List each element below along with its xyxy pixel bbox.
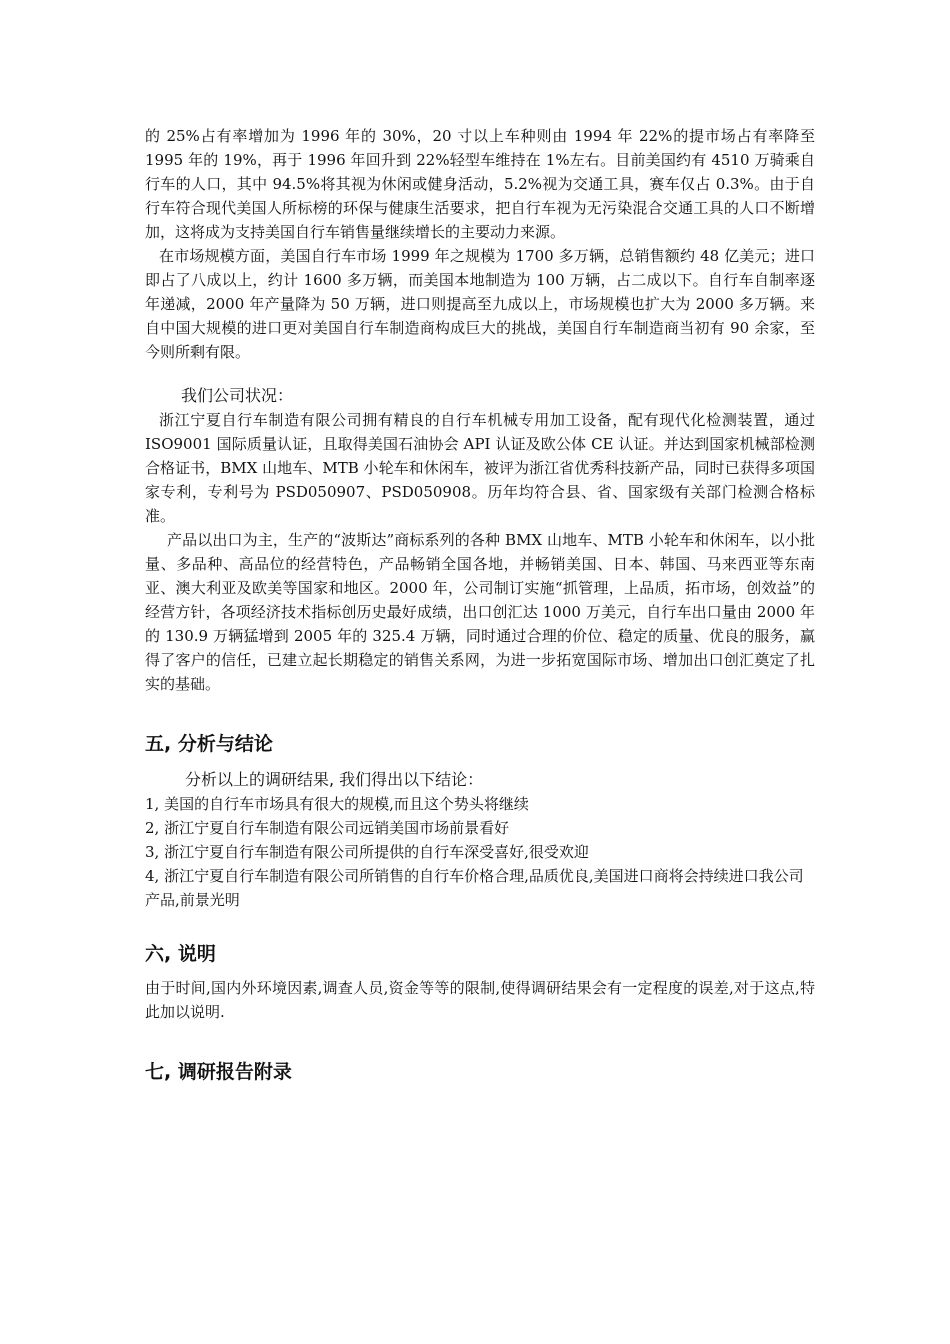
company-paragraph-1: 浙江宁夏自行车制造有限公司拥有精良的自行车机械专用加工设备，配有现代化检测装置，通过 ISO9001 国际质量认证，且取得美国石油协会 API 认证及欧公体 CE 认证。并达到国家机械部检测合格证书，BMX 山地车、MTB 小轮车和休闲车，被评为浙江省优秀科技新产品，同时已获得多项国家专利，专利号为 PSD050907、PSD050908。历年均符合县、省、国家级有关部门检测合格标准。: [145, 411, 815, 525]
spacer: [145, 1024, 815, 1060]
list-item: 1, 美国的自行车市场具有很大的规模,而且这个势头将继续: [145, 795, 529, 813]
company-paragraph-2: 产品以出口为主，生产的“波斯达”商标系列的各种 BMX 山地车、MTB 小轮车和休闲车，以小批量、多品种、高品位的经营特色，产品畅销全国各地，并畅销美国、日本、韩国、马来西亚等东南亚、澳大利亚及欧美等国家和地区。2000 年，公司制订实施“抓管理，上品质，拓市场，创效益”的经营方针，各项经济技术指标创历史最好成绩，出口创汇达 1000 万美元，自行车出口量由 2000 年的 130.9 万辆猛增到 2005 年的 325.4 万辆，同时通过合理的价位、稳定的质量、优良的服务，赢得了客户的信任，已建立起长期稳定的销售关系网，为进一步拓宽国际市场、增加出口创汇奠定了扎实的基础。: [145, 531, 815, 693]
conclusion-list: [145, 792, 815, 912]
section-6-text: 由于时间,国内外环境因素,调查人员,资金等等的限制,使得调研结果会有一定程度的误差,对于这点,特此加以说明.: [145, 979, 815, 1021]
intro-paragraph-1: 的 25%占有率增加为 1996 年的 30%，20 寸以上车种则由 1994 年 22%的提市场占有率降至 1995 年的 19%，再于 1996 年回升到 22%轻型车维持在 1%左右。目前美国约有 4510 万骑乘自行车的人口，其中 94.5%将其视为休闲或健身活动，5.2%视为交通工具，赛车仅占 0.3%。由于自行车符合现代美国人所标榜的环保与健康生活要求，把自行车视为无污染混合交通工具的人口不断增加，这将成为支持美国自行车销售量继续增长的主要动力来源。: [145, 127, 815, 241]
spacer: [145, 966, 815, 976]
spacer: [145, 912, 815, 942]
intro-paragraph-2: 在市场规模方面，美国自行车市场 1999 年之规模为 1700 多万辆，总销售额约 48 亿美元；进口即占了八成以上，约计 1600 多万辆，而美国本地制造为 100 万辆，占二成以下。自行车自制率逐年递减，2000 年产量降为 50 万辆，进口则提高至九成以上，市场规模也扩大为 2000 多万辆。来自中国大规模的进口更对美国自行车制造商构成巨大的挑战，美国自行车制造商当初有 90 余家，至今则所剩有限。: [145, 247, 815, 361]
spacer: [145, 696, 815, 732]
spacer: [145, 756, 815, 768]
section-5-lead: 分析以上的调研结果, 我们得出以下结论：: [185, 770, 484, 789]
spacer: [145, 364, 815, 384]
company-status-title: 我们公司状况：: [181, 386, 294, 405]
list-item: 4, 浙江宁夏自行车制造有限公司所销售的自行车价格合理,品质优良,美国进口商将会持续进口我公司产品,前景光明: [145, 867, 804, 909]
section-6-heading: 六, 说明: [145, 943, 216, 965]
section-7-heading: 七, 调研报告附录: [145, 1061, 292, 1083]
list-item: 2, 浙江宁夏自行车制造有限公司远销美国市场前景看好: [145, 819, 510, 837]
section-5-heading: 五, 分析与结论: [145, 733, 273, 755]
document-page: [145, 124, 815, 1084]
list-item: 3, 浙江宁夏自行车制造有限公司所提供的自行车深受喜好,很受欢迎: [145, 843, 589, 861]
